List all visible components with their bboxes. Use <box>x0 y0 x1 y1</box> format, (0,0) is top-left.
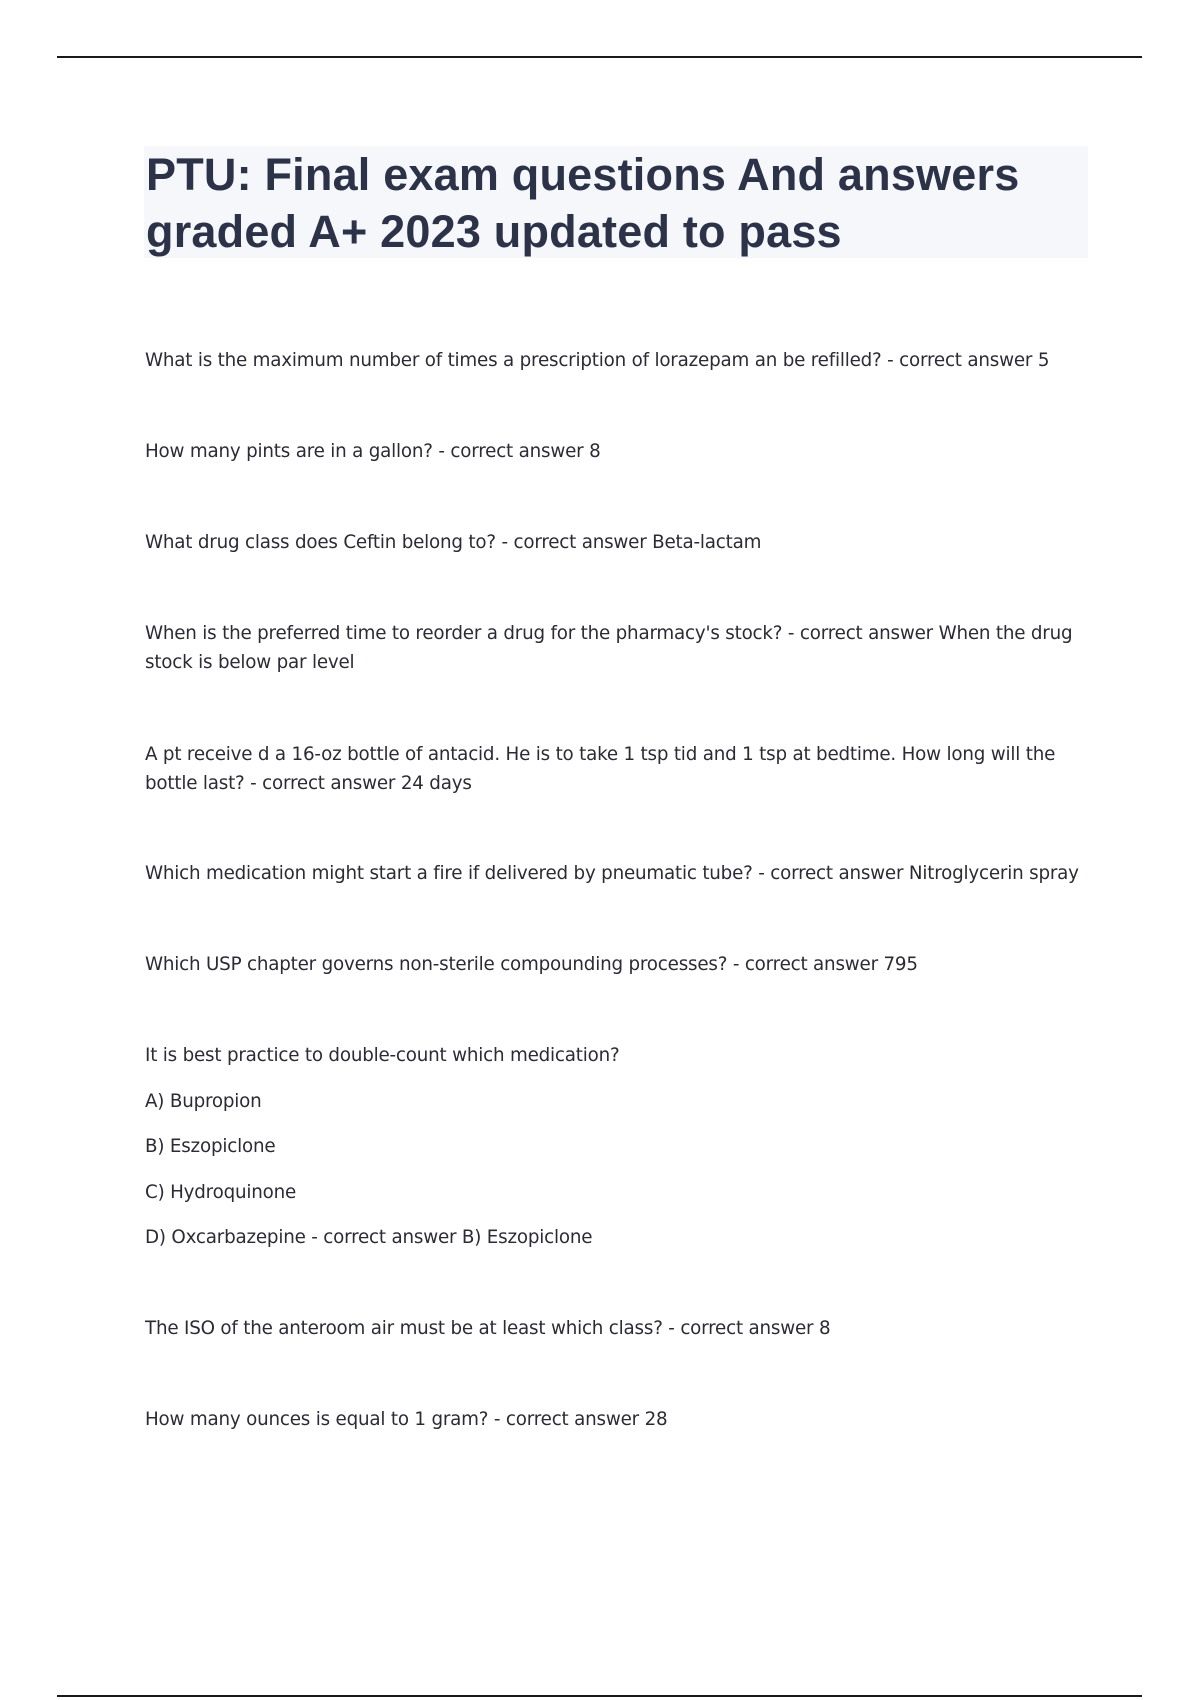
qa-item-7: Which USP chapter governs non-sterile compounding processes? - correct answer 795 <box>145 954 918 975</box>
mcq-option-c: C) Hydroquinone <box>145 1182 297 1203</box>
mcq-question: It is best practice to double-count which medication? <box>145 1045 620 1066</box>
mcq-option-a: A) Bupropion <box>145 1091 262 1112</box>
qa-item-6: Which medication might start a fire if delivered by pneumatic tube? - correct answer Nitroglycerin spray <box>145 863 1079 884</box>
mcq-option-d: D) Oxcarbazepine - correct answer B) Eszopiclone <box>145 1227 593 1248</box>
title-block <box>144 146 1088 258</box>
bottom-divider <box>57 1695 1142 1697</box>
top-divider <box>57 56 1142 58</box>
qa-item-9: How many ounces is equal to 1 gram? - correct answer 28 <box>145 1409 668 1430</box>
qa-item-2: How many pints are in a gallon? - correct answer 8 <box>145 441 601 462</box>
page-title: PTU: Final exam questions And answers graded A+ 2023 updated to pass <box>146 149 1020 257</box>
qa-item-1: What is the maximum number of times a prescription of lorazepam an be refilled? - correct answer 5 <box>145 350 1050 371</box>
qa-item-8: The ISO of the anteroom air must be at least which class? - correct answer 8 <box>145 1318 831 1339</box>
mcq-option-b: B) Eszopiclone <box>145 1136 276 1157</box>
qa-item-5: A pt receive d a 16-oz bottle of antacid. He is to take 1 tsp tid and 1 tsp at bedtime. How long will the bottle last? - correct answer 24 days <box>145 744 1056 794</box>
qa-item-4: When is the preferred time to reorder a drug for the pharmacy's stock? - correct answer When the drug stock is below par level <box>145 623 1073 673</box>
qa-item-3: What drug class does Ceftin belong to? - correct answer Beta-lactam <box>145 532 762 553</box>
